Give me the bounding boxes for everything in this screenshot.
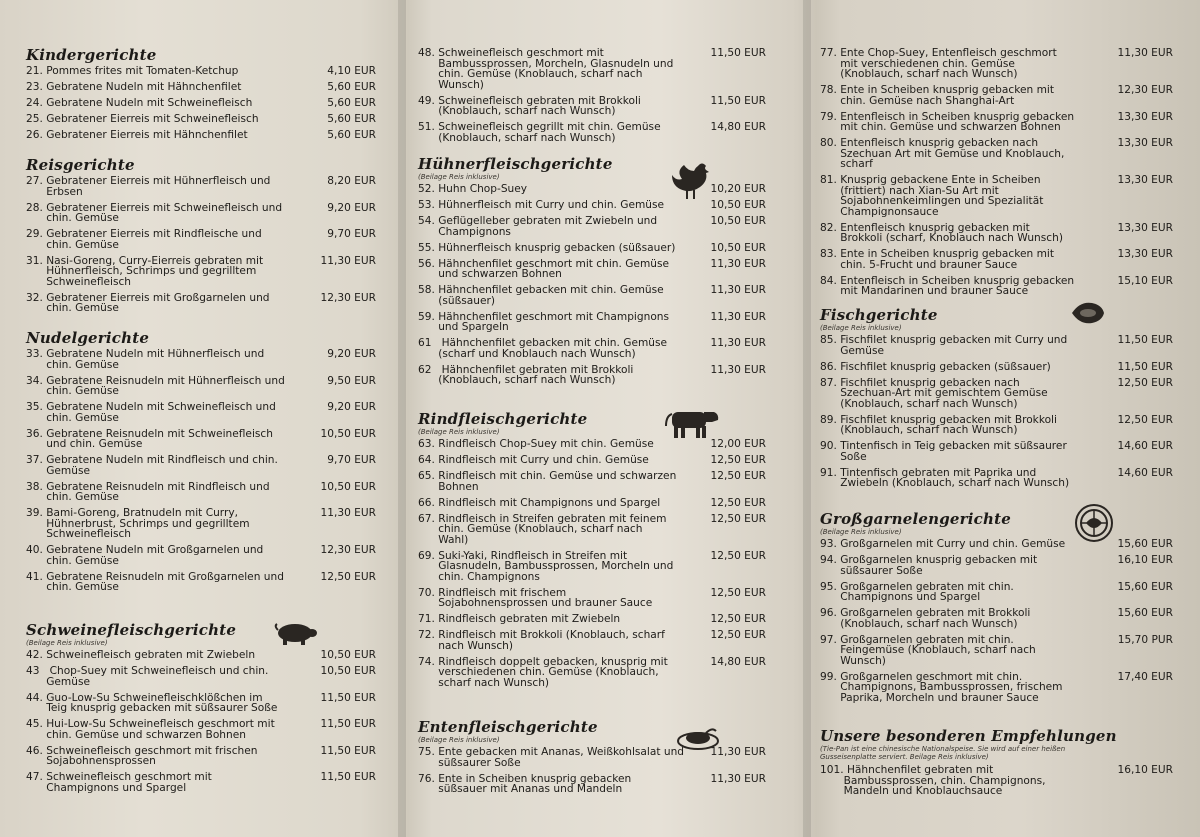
section-title: Rindfleischgerichte [418, 410, 588, 428]
section-title: Unsere besonderen Empfehlungen [820, 727, 1117, 745]
menu-item-price: 12,30 EUR [320, 291, 376, 304]
fold-line [803, 0, 811, 837]
menu-item-price: 10,50 EUR [710, 199, 766, 211]
menu-item-price: 12,00 EUR [710, 438, 766, 450]
cow-icon [664, 404, 720, 440]
menu-item-price: 13,30 EUR [1117, 137, 1173, 149]
menu-item-price: 10,50 EUR [320, 649, 376, 661]
menu-item-description: 40. Gebratene Nudeln mit Großgarnelen und chin. Gemüse [26, 544, 264, 567]
menu-item-description: 76. Ente in Scheiben knusprig gebacken süßsauer mit Ananas und Mandeln [418, 772, 632, 795]
menu-item-price: 14,80 EUR [710, 121, 766, 133]
menu-item-description: 65. Rindfleisch mit chin. Gemüse und schwarzen Bohnen [418, 470, 677, 493]
menu-item-price: 11,50 EUR [320, 744, 376, 757]
menu-item-price: 16,10 EUR [1117, 764, 1173, 776]
menu-item-description: 97. Großgarnelen gebraten mit chin. Feingemüse (Knoblauch, scharf nach Wunsch) [820, 633, 1036, 667]
menu-item-price: 15,60 EUR [1117, 607, 1173, 619]
menu-item-description: 59. Hähnchenfilet geschmort mit Champignons und Spargeln [418, 310, 670, 333]
menu-item-description: 35. Gebratene Nudeln mit Schweinefleisch und chin. Gemüse [26, 401, 276, 424]
section-title: Reisgerichte [26, 156, 135, 174]
duck-dish-icon [676, 725, 720, 751]
menu-item-price: 8,20 EUR [327, 175, 376, 187]
menu-item-description: 82. Entenfleisch knusprig gebacken mit Brokkoli (scharf, Knoblauch nach Wunsch) [820, 221, 1063, 244]
menu-item-description: 41. Gebratene Reisnudeln mit Großgarnelen und chin. Gemüse [26, 570, 284, 593]
menu-item-price: 10,50 EUR [710, 241, 766, 254]
menu-item-description: 89. Fischfilet knusprig gebacken mit Brokkoli (Knoblauch, scharf nach Wunsch) [820, 413, 1057, 436]
menu-item-price: 14,60 EUR [1117, 466, 1173, 479]
menu-item-description: 32. Gebratener Eierreis mit Großgarnelen und chin. Gemüse [26, 291, 270, 314]
menu-item-price: 12,50 EUR [1117, 376, 1173, 389]
section-title: Fischgerichte [820, 306, 938, 324]
menu-item-description: 47. Schweinefleisch geschmort mit Champignons und Spargel [26, 771, 212, 794]
menu-item-description: 84. Entenfleisch in Scheiben knusprig gebacken mit Mandarinen und brauner Sauce [820, 274, 1075, 297]
menu-item-description: 34. Gebratene Reisnudeln mit Hühnerfleisch und chin. Gemüse [26, 374, 285, 397]
menu-item-description: 93. Großgarnelen mit Curry und chin. Gemüse [820, 538, 1066, 550]
menu-item-price: 11,50 EUR [710, 47, 766, 59]
menu-item-price: 17,40 EUR [1117, 670, 1173, 683]
chicken-icon [668, 160, 712, 202]
menu-item-description: 87. Fischfilet knusprig gebacken nach Szechuan-Art mit gemischtem Gemüse (Knoblauch, scharf nach Wunsch) [820, 376, 1048, 410]
shrimp-emblem-icon [1074, 503, 1114, 543]
menu-item-price: 11,50 EUR [710, 94, 766, 107]
menu-item-description: 71. Rindfleisch gebraten mit Zwiebeln [418, 613, 621, 625]
menu-item-price: 11,50 EUR [1117, 360, 1173, 373]
menu-item-description: 43 Chop-Suey mit Schweinefleisch und chin. Gemüse [26, 665, 269, 688]
menu-item-price: 13,30 EUR [1117, 221, 1173, 234]
section-title: Schweinefleischgerichte [26, 621, 237, 639]
menu-item-description: 39. Bami-Goreng, Bratnudeln mit Curry, Hühnerbrust, Schrimps und gegrilltem Schweinefleisch [26, 507, 250, 540]
menu-item-price: 11,30 EUR [710, 284, 766, 296]
menu-column-3 [820, 0, 1185, 837]
menu-item-price: 12,50 EUR [1117, 413, 1173, 426]
menu-item-price: 12,50 EUR [710, 496, 766, 509]
menu-item-description: 101. Hähnchenfilet gebraten mit Bambussprossen, chin. Champignons, Mandeln und Knoblauchsauce [820, 764, 1046, 797]
menu-item-description: 28. Gebratener Eierreis mit Schweinefleisch und chin. Gemüse [26, 201, 283, 224]
menu-item-description: 83. Ente in Scheiben knusprig gebacken mit chin. 5-Frucht und brauner Sauce [820, 248, 1054, 271]
menu-item-description: 27. Gebratener Eierreis mit Hühnerfleisch und Erbsen [26, 175, 271, 198]
menu-item-price: 12,50 EUR [710, 512, 766, 525]
menu-item-description: 54. Geflügelleber gebraten mit Zwiebeln und Champignons [418, 215, 658, 238]
menu-item-price: 16,10 EUR [1117, 554, 1173, 566]
menu-item-description: 44. Guo-Low-Su Schweinefleischklößchen im Teig knusprig gebacken mit süßsaurer Soße [26, 691, 278, 714]
menu-item-price: 11,50 EUR [320, 691, 376, 704]
menu-item-description: 72. Rindfleisch mit Brokkoli (Knoblauch, scharf nach Wunsch) [418, 629, 665, 652]
menu-item-price: 13,30 EUR [1117, 174, 1173, 186]
menu-item-description: 55. Hühnerfleisch knusprig gebacken (süßsauer) [418, 241, 676, 254]
section-subtitle: (Beilage Reis inklusive) [820, 528, 902, 536]
menu-item-description: 42. Schweinefleisch gebraten mit Zwiebeln [26, 649, 256, 661]
menu-item-description: 74. Rindfleisch doppelt gebacken, knusprig mit verschiedenen chin. Gemüse (Knoblauch, scharf nach Wunsch) [418, 655, 668, 689]
menu-item-price: 15,60 EUR [1117, 580, 1173, 593]
menu-item-price: 11,30 EUR [1117, 47, 1173, 59]
menu-item-price: 12,50 EUR [710, 454, 766, 466]
menu-item-price: 9,70 EUR [327, 228, 376, 240]
menu-item-description: 70. Rindfleisch mit frischem Sojabohnensprossen und brauner Sauce [418, 586, 653, 609]
menu-item-description: 66. Rindfleisch mit Champignons und Spargel [418, 496, 661, 509]
menu-column-2 [418, 0, 778, 837]
menu-item-price: 10,50 EUR [320, 427, 376, 440]
menu-item-price: 13,30 EUR [1117, 110, 1173, 123]
section-subtitle: (Beilage Reis inklusive) [820, 324, 902, 332]
menu-item-description: 29. Gebratener Eierreis mit Rindfleische und chin. Gemüse [26, 228, 262, 251]
menu-column-1 [26, 0, 386, 837]
menu-item-description: 63. Rindfleisch Chop-Suey mit chin. Gemüse [418, 438, 654, 450]
menu-item-description: 85. Fischfilet knusprig gebacken mit Curry und Gemüse [820, 334, 1068, 357]
menu-item-price: 15,70 PUR [1117, 633, 1173, 646]
menu-item-description: 53. Hühnerfleisch mit Curry und chin. Gemüse [418, 199, 665, 211]
menu-item-price: 12,50 EUR [320, 570, 376, 583]
section-subtitle: (Beilage Reis inklusive) [418, 173, 500, 181]
menu-item-price: 11,30 EUR [710, 363, 766, 376]
menu-item-price: 5,60 EUR [327, 81, 376, 93]
section-title: Hühnerfleischgerichte [418, 155, 613, 173]
menu-item-price: 5,60 EUR [327, 129, 376, 141]
menu-item-description: 78. Ente in Scheiben knusprig gebacken mit chin. Gemüse nach Shanghai-Art [820, 84, 1054, 107]
menu-item-price: 13,30 EUR [1117, 248, 1173, 260]
menu-item-description: 56. Hähnchenfilet geschmort mit chin. Gemüse und schwarzen Bohnen [418, 257, 670, 280]
fish-dish-icon [1068, 298, 1108, 328]
menu-item-price: 10,50 EUR [320, 480, 376, 493]
menu-item-price: 11,30 EUR [710, 257, 766, 270]
menu-item-price: 9,20 EUR [327, 201, 376, 214]
menu-item-price: 12,50 EUR [710, 549, 766, 562]
menu-item-price: 12,50 EUR [710, 470, 766, 482]
menu-item-description: 64. Rindfleisch mit Curry und chin. Gemüse [418, 454, 649, 466]
menu-item-description: 52. Huhn Chop-Suey [418, 183, 528, 195]
menu-item-price: 11,30 EUR [710, 337, 766, 349]
menu-item-description: 45. Hui-Low-Su Schweinefleisch geschmort mit chin. Gemüse und schwarzen Bohnen [26, 718, 275, 741]
menu-item-price: 10,20 EUR [710, 183, 766, 195]
menu-item-price: 11,30 EUR [710, 310, 766, 323]
menu-item-description: 33. Gebratene Nudeln mit Hühnerfleisch und chin. Gemüse [26, 348, 265, 371]
menu-item-description: 24. Gebratene Nudeln mit Schweinefleisch [26, 97, 253, 109]
fold-line [398, 0, 406, 837]
section-title: Entenfleischgerichte [418, 718, 598, 736]
menu-item-price: 12,30 EUR [320, 544, 376, 556]
menu-item-price: 5,60 EUR [327, 97, 376, 109]
menu-item-description: 61 Hähnchenfilet gebacken mit chin. Gemüse (scharf und Knoblauch nach Wunsch) [418, 337, 668, 360]
menu-item-description: 37. Gebratene Nudeln mit Rindfleisch und chin. Gemüse [26, 454, 278, 477]
menu-item-description: 48. Schweinefleisch geschmort mit Bambussprossen, Morcheln, Glasnudeln und chin. Gemüse (Knoblauch, scharf nach Wunsch) [418, 47, 674, 91]
menu-item-description: 23. Gebratene Nudeln mit Hähnchenfilet [26, 81, 242, 93]
menu-item-price: 14,60 EUR [1117, 440, 1173, 452]
menu-item-price: 11,30 EUR [320, 254, 376, 267]
menu-item-description: 36. Gebratene Reisnudeln mit Schweinefleisch und chin. Gemüse [26, 427, 273, 450]
menu-item-description: 46. Schweinefleisch geschmort mit frischen Sojabohnensprossen [26, 744, 258, 767]
menu-item-price: 11,30 EUR [320, 507, 376, 519]
section-subtitle: (Beilage Reis inklusive) [418, 736, 500, 744]
section-title: Nudelgerichte [26, 329, 150, 347]
menu-item-price: 9,70 EUR [327, 454, 376, 466]
menu-item-price: 11,30 EUR [710, 772, 766, 785]
menu-item-description: 95. Großgarnelen gebraten mit chin. Champignons und Spargel [820, 580, 1014, 603]
menu-item-description: 96. Großgarnelen gebraten mit Brokkoli (Knoblauch, scharf nach Wunsch) [820, 607, 1031, 630]
menu-item-description: 25. Gebratener Eierreis mit Schweinefleisch [26, 113, 259, 125]
menu-item-description: 69. Suki-Yaki, Rindfleisch in Streifen mit Glasnudeln, Bambussprossen, Morcheln und chin. Champignons [418, 549, 674, 583]
section-subtitle: (Tie-Pan ist eine chinesische Nationalspeise. Sie wird auf einer heißen Gusseisenplatte serviert. Beilage Reis inklusive) [820, 745, 1066, 761]
menu-item-description: 67. Rindfleisch in Streifen gebraten mit feinem chin. Gemüse (Knoblauch, scharf nach Wahl) [418, 512, 667, 546]
menu-item-price: 9,50 EUR [327, 374, 376, 387]
menu-item-description: 26. Gebratener Eierreis mit Hähnchenfilet [26, 129, 248, 141]
menu-item-price: 12,30 EUR [1117, 84, 1173, 96]
section-title: Großgarnelengerichte [820, 510, 1011, 528]
menu-item-description: 77. Ente Chop-Suey, Entenfleisch geschmort mit verschiedenen chin. Gemüse (Knoblauch, scharf nach Wunsch) [820, 47, 1057, 80]
menu-item-price: 5,60 EUR [327, 113, 376, 125]
menu-item-description: 58. Hähnchenfilet gebacken mit chin. Gemüse (süßsauer) [418, 284, 664, 307]
menu-item-price: 11,30 EUR [710, 746, 766, 758]
menu-item-description: 79. Entenfleisch in Scheiben knusprig gebacken mit chin. Gemüse und schwarzen Bohnen [820, 110, 1075, 133]
menu-item-description: 91. Tintenfisch gebraten mit Paprika und Zwiebeln (Knoblauch, scharf nach Wunsch) [820, 466, 1070, 489]
section-subtitle: (Beilage Reis inklusive) [26, 639, 108, 647]
menu-item-description: 86. Fischfilet knusprig gebacken (süßsauer) [820, 360, 1051, 373]
menu-item-price: 15,10 EUR [1117, 274, 1173, 287]
menu-item-price: 15,60 EUR [1117, 538, 1173, 550]
menu-item-description: 90. Tintenfisch in Teig gebacken mit süßsaurer Soße [820, 440, 1067, 463]
menu-item-price: 10,50 EUR [320, 665, 376, 677]
menu-item-description: 81. Knusprig gebackene Ente in Scheiben (frittiert) nach Xian-Su Art mit Sojabohnenkeimlingen und Spezialität Champignonsauce [820, 174, 1044, 218]
section-title: Kindergerichte [26, 46, 157, 64]
section-subtitle: (Beilage Reis inklusive) [418, 428, 500, 436]
menu-item-price: 4,10 EUR [327, 65, 376, 77]
menu-item-description: 99. Großgarnelen geschmort mit chin. Champignons, Bambussprossen, frischem Paprika, Morcheln und brauner Sauce [820, 670, 1063, 704]
menu-item-price: 12,50 EUR [710, 629, 766, 641]
menu-item-description: 31. Nasi-Goreng, Curry-Eierreis gebraten mit Hühnerfleisch, Schrimps und gegrilltem Schweinefleisch [26, 254, 264, 288]
menu-item-description: 21. Pommes frites mit Tomaten-Ketchup [26, 65, 239, 77]
pig-icon [273, 620, 319, 646]
menu-item-price: 10,50 EUR [710, 215, 766, 227]
menu-item-description: 38. Gebratene Reisnudeln mit Rindfleisch und chin. Gemüse [26, 480, 270, 503]
menu-item-description: 75. Ente gebacken mit Ananas, Weißkohlsalat und süßsaurer Soße [418, 746, 685, 769]
menu-item-description: 94. Großgarnelen knusprig gebacken mit süßsaurer Soße [820, 554, 1038, 577]
menu-item-price: 11,50 EUR [320, 718, 376, 730]
menu-item-price: 12,50 EUR [710, 586, 766, 599]
menu-item-description: 80. Entenfleisch knusprig gebacken nach Szechuan Art mit Gemüse und Knoblauch, scharf [820, 137, 1065, 170]
menu-item-price: 11,50 EUR [320, 771, 376, 783]
menu-item-description: 49. Schweinefleisch gebraten mit Brokkoli (Knoblauch, scharf nach Wunsch) [418, 94, 641, 117]
menu-item-price: 9,20 EUR [327, 348, 376, 360]
menu-item-price: 9,20 EUR [327, 401, 376, 413]
menu-item-price: 12,50 EUR [710, 613, 766, 625]
menu-item-description: 51. Schweinefleisch gegrillt mit chin. Gemüse (Knoblauch, scharf nach Wunsch) [418, 121, 661, 144]
menu-item-price: 11,50 EUR [1117, 334, 1173, 346]
menu-item-price: 14,80 EUR [710, 655, 766, 668]
menu-item-description: 62 Hähnchenfilet gebraten mit Brokkoli (Knoblauch, scharf nach Wunsch) [418, 363, 634, 386]
